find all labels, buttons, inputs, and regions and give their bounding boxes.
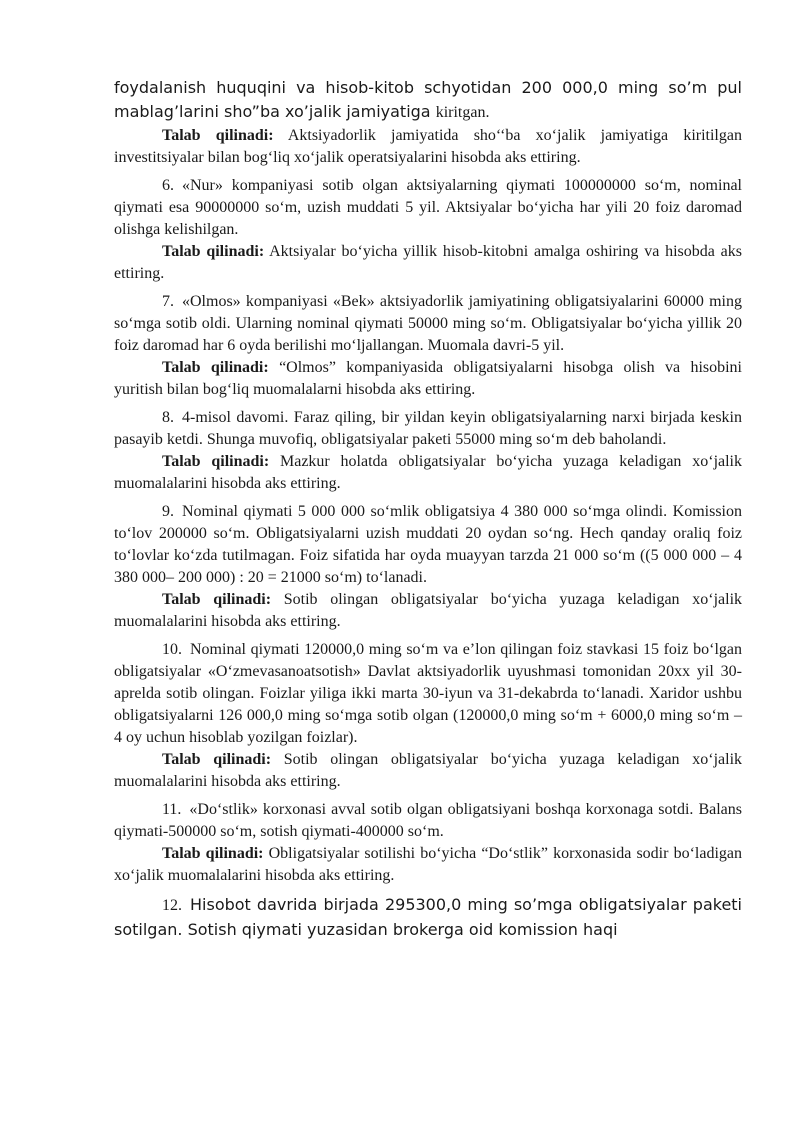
requirement-label: Talab qilinadi:	[162, 243, 265, 260]
task-body: 4-misol davomi. Faraz qiling, bir yildan keyin obligatsiyalarning narxi birjada keskin pasayib ketdi. Shunga muvofiq, obligatsiyalar paketi 55000 ming so‘m deb baholandi.	[114, 409, 742, 448]
task-6-text	[114, 175, 742, 241]
task-8-requirement	[114, 451, 742, 495]
task-12-text	[114, 893, 742, 942]
requirement-text: Sotib olingan obligatsiyalar bo‘yicha yuzaga keladigan xo‘jalik muomalalarini hisobda aks ettiring.	[114, 751, 743, 790]
requirement-label: Talab qilinadi:	[162, 591, 272, 608]
task-8-text	[114, 407, 742, 451]
task-10-text	[114, 639, 742, 749]
task-number: 9.	[162, 503, 174, 520]
intro-requirement	[114, 125, 742, 169]
requirement-label: Talab qilinadi:	[162, 453, 270, 470]
requirement-label: Talab qilinadi:	[162, 359, 269, 376]
task-11-text	[114, 799, 742, 843]
task-body: «Do‘stlik» korxonasi avval sotib olgan obligatsiyani boshqa korxonaga sotdi. Balans qiymati-500000 so‘m, sotish qiymati-400000 so‘m.	[114, 801, 742, 840]
task-number: 7.	[162, 293, 174, 310]
task-body: Hisobot davrida birjada 295300,0 ming so’mga obligatsiyalar paketi sotilgan. Sotish qiymati yuzasidan brokerga oid komission haqi	[114, 895, 742, 939]
task-body: «Olmos» kompaniyasi «Bek» aktsiyadorlik jamiyatining obligatsiyalarini 60000 ming so‘mga sotib oldi. Ularning nominal qiymati 50000 ming so‘m. Obligatsiyalar bo‘yicha yillik 20 foiz daromad har 6 oyda berilishi mo‘ljallangan. Muomala davri-5 yil.	[114, 293, 742, 354]
intro-tail: kiritgan.	[435, 104, 490, 121]
task-6-requirement	[114, 241, 742, 285]
requirement-label: Talab qilinadi:	[162, 751, 272, 768]
requirement-text: Obligatsiyalar sotilishi bo‘yicha “Do‘stlik” korxonasida sodir bo‘ladigan xo‘jalik muomalalarini hisobda aks ettiring.	[114, 845, 742, 884]
task-number: 8.	[162, 409, 174, 426]
task-7-text	[114, 291, 742, 357]
intro-text: foydalanish huquqini va hisob-kitob schyotidan 200 000,0 ming so’m pul mablag’larini sho”ba xo’jalik jamiyatiga	[114, 78, 742, 121]
requirement-text: Aktsiyalar bo‘yicha yillik hisob-kitobni amalga oshiring va hisobda aks ettiring.	[114, 243, 743, 282]
task-10-requirement	[114, 749, 742, 793]
intro-paragraph	[114, 76, 742, 125]
task-7-requirement	[114, 357, 742, 401]
task-number: 12.	[162, 897, 182, 914]
task-9-text	[114, 501, 742, 589]
task-9-requirement	[114, 589, 742, 633]
requirement-label: Talab qilinadi:	[162, 845, 264, 862]
requirement-text: Sotib olingan obligatsiyalar bo‘yicha yuzaga keladigan xo‘jalik muomalalarini hisobda aks ettiring.	[114, 591, 743, 630]
task-number: 6.	[162, 177, 174, 194]
task-number: 11.	[162, 801, 182, 818]
task-11-requirement	[114, 843, 742, 887]
requirement-text: “Olmos” kompaniyasida obligatsiyalarni hisobga olish va hisobini yuritish bilan bog‘liq muomalalarni hisobda aks ettiring.	[114, 359, 742, 398]
task-body: Nominal qiymati 120000,0 ming so‘m va e’lon qilingan foiz stavkasi 15 foiz bo‘lgan obligatsiyalar «O‘zmevasanoatsotish» Davlat aktsiyadorlik uyushmasi tomonidan 20xx yil 30-aprelda sotib olingan. Foizlar yiliga ikki marta 30-iyun va 31-dekabrda to‘lanadi. Xaridor ushbu obligatsiyalarni 126 000,0 ming so‘mga sotib olgan (120000,0 ming so‘m + 6000,0 ming so‘m – 4 oy uchun hisoblab yozilgan foizlar).	[114, 641, 742, 746]
task-body: «Nur» kompaniyasi sotib olgan aktsiyalarning qiymati 100000000 so‘m, nominal qiymati esa 90000000 so‘m, uzish muddati 5 yil. Aktsiyalar bo‘yicha har yili 20 foiz daromad olishga kelishilgan.	[114, 177, 742, 238]
requirement-text: Aktsiyadorlik jamiyatida sho‘‘ba xo‘jalik jamiyatiga kiritilgan investitsiyalar bilan bog‘liq xo‘jalik operatsiyalarini hisobda aks ettiring.	[114, 127, 742, 166]
document-page	[114, 76, 742, 942]
task-number: 10.	[162, 641, 182, 658]
requirement-text: Mazkur holatda obligatsiyalar bo‘yicha yuzaga keladigan xo‘jalik muomalalarini hisobda aks ettiring.	[114, 453, 743, 492]
task-body: Nominal qiymati 5 000 000 so‘mlik obligatsiya 4 380 000 so‘mga olindi. Komission to‘lov 200000 so‘m. Obligatsiyalarni uzish muddati 20 oydan so‘ng. Hech qanday oraliq foiz to‘lovlar ko‘zda tutilmagan. Foiz sifatida har oyda muayyan tarzda 21 000 so‘m ((5 000 000 – 4 380 000– 200 000) : 20 = 21000 so‘m) to‘lanadi.	[114, 503, 742, 586]
requirement-label: Talab qilinadi:	[162, 127, 274, 144]
